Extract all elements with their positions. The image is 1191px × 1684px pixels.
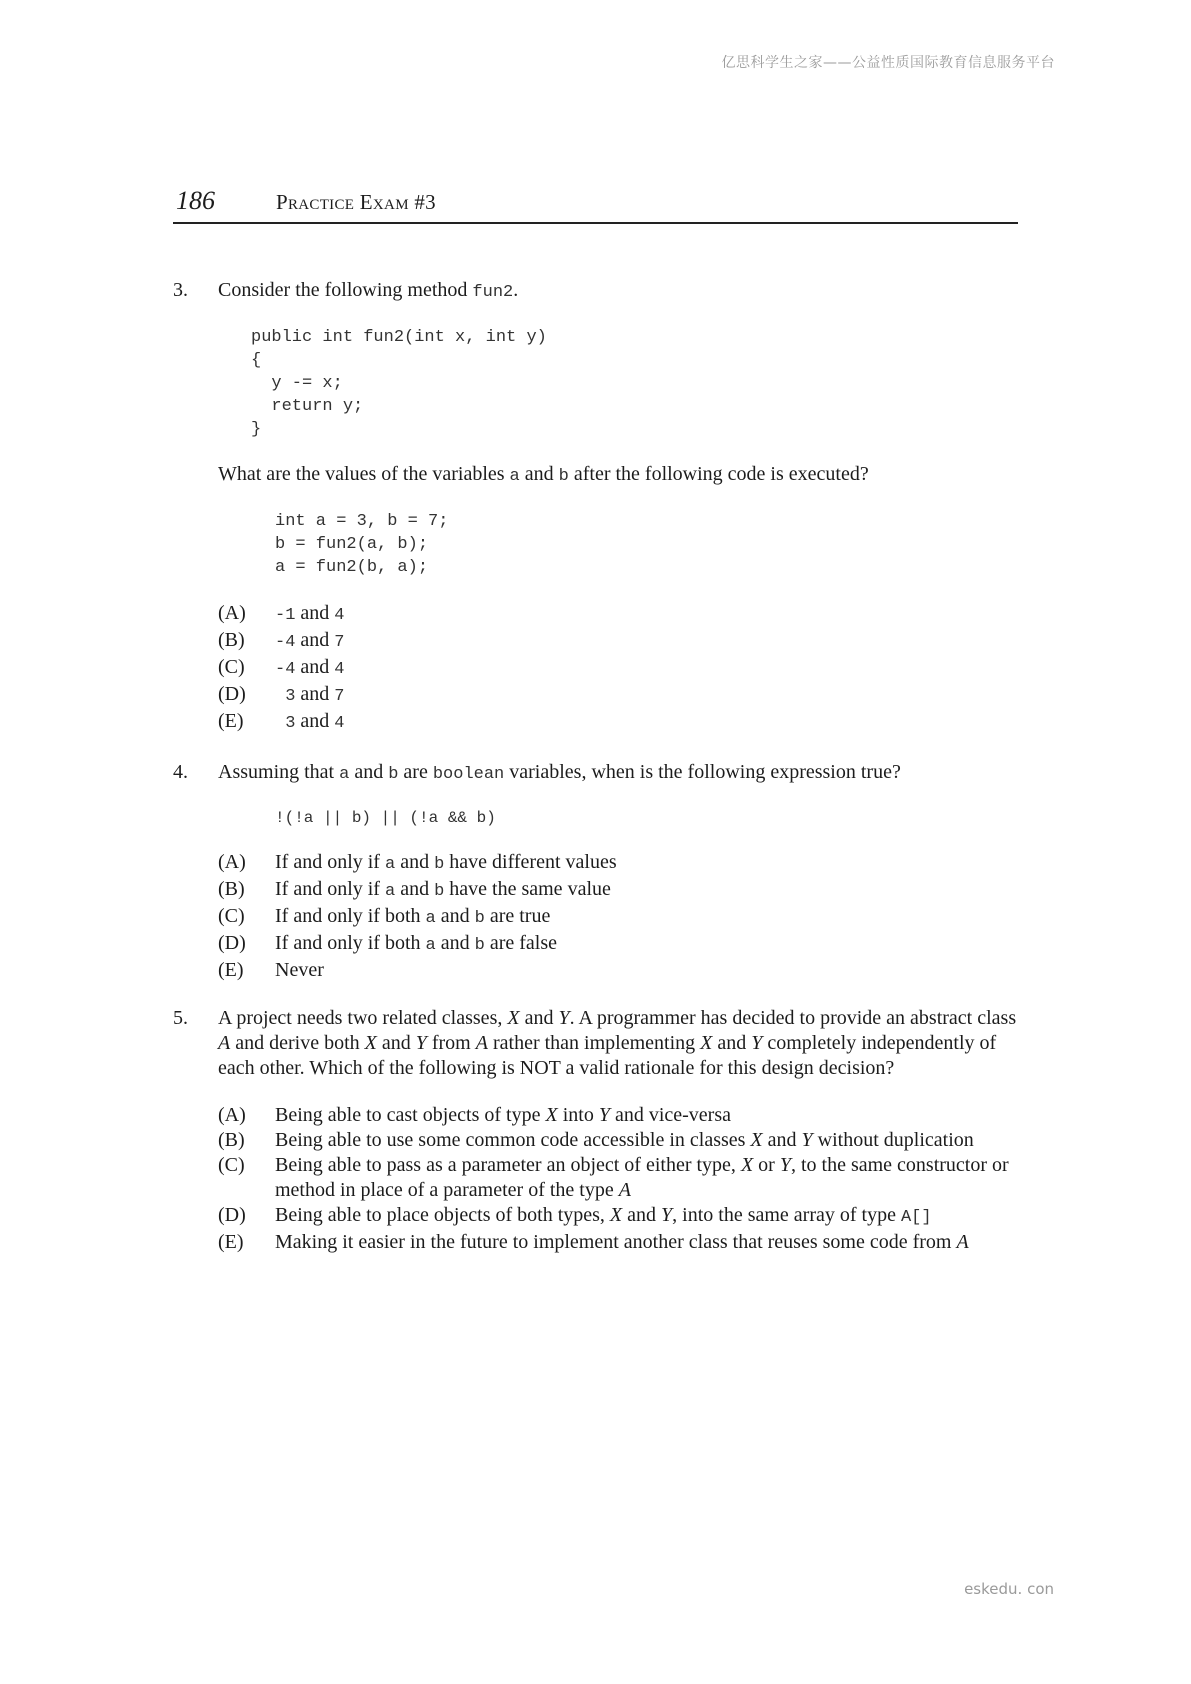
question-number: 3. [173,279,188,301]
question-number: 4. [173,761,188,783]
question-number: 5. [173,1007,188,1029]
code-block-method: public int fun2(int x, int y) { y -= x; return y; } [251,328,547,439]
page-number: 186 [176,186,215,215]
answer-choices [218,601,1023,736]
question-stem: Assuming that a and b are boolean variables, when is the following expression true? [218,761,901,784]
answer-choice-a: (A) If and only if a and b have different values [218,851,617,874]
code-block-run: int a = 3, b = 7; b = fun2(a, b); a = fun2(b, a); [275,512,449,577]
watermark-bottom: eskedu. con [964,1580,1054,1598]
running-title: Practice Exam #3 [276,190,436,214]
question-stem: A project needs two related classes, X and Y. A programmer has decided to provide an abstract class A and derive both X and Y from A rather than implementing X and Y completely independently of each other. Which of the following is NOT a valid rationale for this design decision? [218,1007,1017,1079]
question-prompt: What are the values of the variables a and b after the following code is executed? [218,463,869,486]
answer-choice-d: (D) Being able to place objects of both types, X and Y, into the same array of type A[] [218,1204,932,1227]
answer-choice-c: (C) -4 and 4 [218,656,345,679]
running-head [173,182,1018,224]
page-content [173,278,1023,1255]
question-stem: Consider the following method fun2. [218,279,519,302]
answer-choices [218,850,1023,983]
answer-choice-b: (B) If and only if a and b have the same value [218,878,611,901]
answer-choice-d: (D) If and only if both a and b are false [218,932,557,955]
answer-choices [218,1103,1023,1255]
question-3 [173,278,1023,736]
question-4 [173,760,1023,983]
answer-choice-d: (D) 3 and 7 [218,683,345,706]
answer-choice-e: (E) Never [218,959,324,981]
watermark-top: 亿思科学生之家——公益性质国际教育信息服务平台 [721,55,1055,71]
inline-code: fun2 [472,283,514,302]
answer-choice-c: (C) If and only if both a and b are true [218,905,551,928]
question-5 [173,1006,1023,1255]
answer-choice-e: (E) Making it easier in the future to implement another class that reuses some code from A [218,1231,969,1253]
answer-choice-a: (A) -1 and 4 [218,602,345,625]
answer-choice-b: (B) -4 and 7 [218,629,345,652]
code-block-expression: !(!a || b) || (!a && b) [275,809,496,827]
answer-choice-c: (C) Being able to pass as a parameter an object of either type, X or Y, to the same constructor or method in place of a parameter of the type A [218,1154,1009,1201]
answer-choice-a: (A) Being able to cast objects of type X into Y and vice-versa [218,1104,731,1126]
answer-choice-e: (E) 3 and 4 [218,710,345,733]
answer-choice-b: (B) Being able to use some common code accessible in classes X and Y without duplication [218,1129,974,1151]
